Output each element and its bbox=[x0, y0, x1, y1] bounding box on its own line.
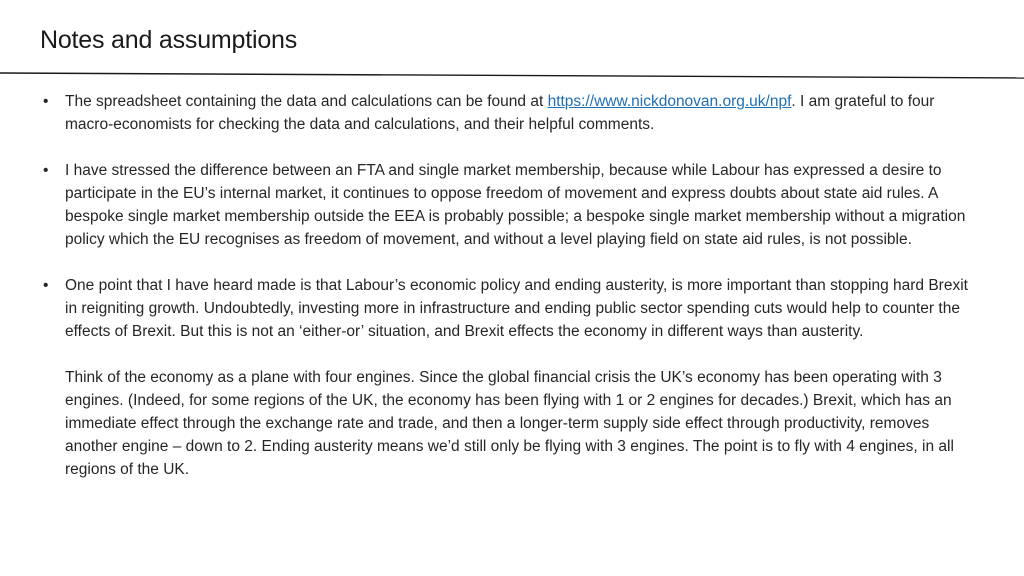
bullet-text: The spreadsheet containing the data and calculations can be found at bbox=[65, 93, 548, 110]
bullet-marker: • bbox=[43, 277, 49, 294]
bullet-text: I have stressed the difference between an FTA and single market membership, because while Labour has expressed a desire to participate in the EU’s internal market, it continues to oppose freedom of movement and express doubts about state aid rules. A bespoke single market membership outside the EEA is probably possible; a bespoke single market membership without a migration policy which the EU recognises as freedom of movement, and without a level playing field on state aid rules, is not possible. bbox=[65, 162, 966, 248]
plane-analogy-paragraph: Think of the economy as a plane with four engines. Since the global financial crisis the UK’s economy has been operating with 3 engines. (Indeed, for some regions of the UK, the economy has been flying with 1 or 2 engines for decades.) Brexit, which has an immediate effect through the exchange rate and trade, and then a longer-term supply side effect through productivity, removes another engine – down to 2. Ending austerity means we’d still only be flying with 3 engines. The point is to fly with 4 engines, in all regions of the UK. bbox=[65, 369, 954, 478]
bullet-item-fta-vs-single-market bbox=[40, 159, 970, 251]
title-divider-line bbox=[0, 70, 1024, 80]
bullet-marker: • bbox=[43, 162, 49, 179]
bullet-item-austerity bbox=[40, 274, 970, 343]
bullet-marker: • bbox=[43, 93, 49, 110]
spreadsheet-link[interactable]: https://www.nickdonovan.org.uk/npf bbox=[547, 93, 792, 110]
bullet-text-continued: . I am grateful to four macro-economists for checking the data and calculations, and their helpful comments. bbox=[65, 93, 935, 133]
notes-content bbox=[40, 90, 970, 481]
bullet-item-spreadsheet bbox=[40, 90, 970, 136]
bullet-text: One point that I have heard made is that Labour’s economic policy and ending austerity, is more important than stopping hard Brexit in reigniting growth. Undoubtedly, investing more in infrastructure and ending public sector spending cuts would help to counter the effects of Brexit. But this is not an ‘either-or’ situation, and Brexit effects the economy in different ways than austerity. bbox=[65, 277, 968, 340]
slide-title: Notes and assumptions bbox=[40, 26, 298, 54]
